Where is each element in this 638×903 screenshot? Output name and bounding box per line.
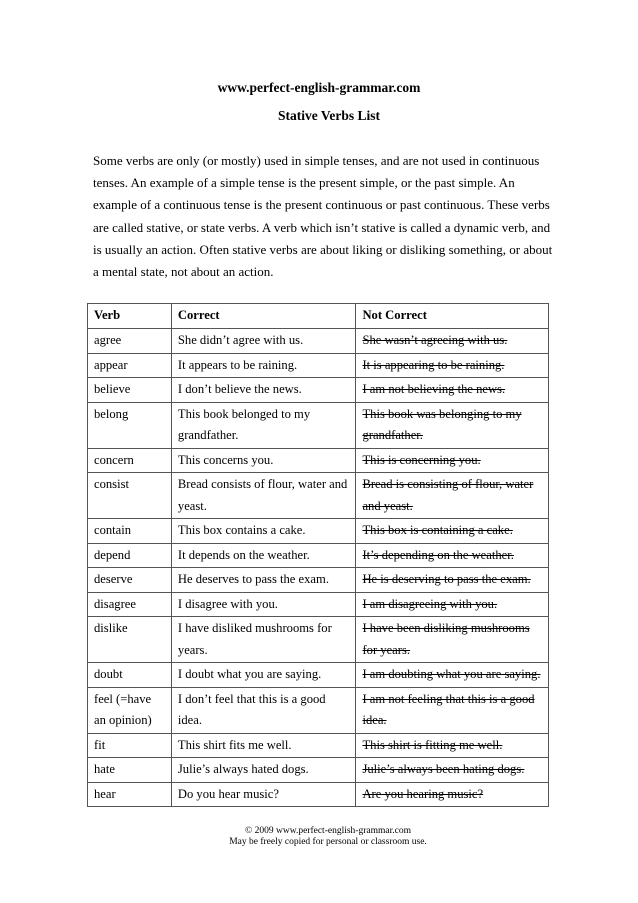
- table-row: [88, 617, 549, 663]
- correct-example-cell: Do you hear music?: [171, 782, 356, 807]
- incorrect-example-cell: [356, 519, 549, 544]
- correct-example-cell: He deserves to pass the exam.: [171, 568, 356, 593]
- incorrect-example-cell: [356, 617, 549, 663]
- verb-cell: disagree: [88, 592, 172, 617]
- verb-cell: contain: [88, 519, 172, 544]
- table-row: [88, 592, 549, 617]
- verb-cell: agree: [88, 329, 172, 354]
- table-header-row: [88, 304, 549, 329]
- struck-example: This book was belonging to my grandfather.: [362, 406, 522, 442]
- correct-example-cell: It appears to be raining.: [171, 353, 356, 378]
- table-row: [88, 402, 549, 448]
- correct-example-cell: This concerns you.: [171, 448, 356, 473]
- incorrect-example-cell: [356, 663, 549, 688]
- verb-cell: deserve: [88, 568, 172, 593]
- correct-example-cell: Julie’s always hated dogs.: [171, 758, 356, 783]
- table-row: [88, 519, 549, 544]
- incorrect-example-cell: [356, 543, 549, 568]
- stative-verbs-table: [87, 303, 549, 807]
- verb-cell: hear: [88, 782, 172, 807]
- table-row: [88, 378, 549, 403]
- struck-example: Bread is consisting of flour, water and yeast.: [362, 477, 534, 513]
- struck-example: It’s depending on the weather.: [362, 547, 514, 562]
- incorrect-example-cell: [356, 592, 549, 617]
- incorrect-example-cell: [356, 758, 549, 783]
- table-row: [88, 758, 549, 783]
- struck-example: I am not believing the news.: [362, 382, 506, 396]
- copyright-notice: © 2009 www.perfect-english-grammar.com: [245, 826, 411, 836]
- verb-cell: fit: [88, 733, 172, 758]
- incorrect-example-cell: [356, 473, 549, 519]
- incorrect-example-cell: [356, 687, 549, 733]
- correct-example-cell: This shirt fits me well.: [171, 733, 356, 758]
- struck-example: This box is containing a cake.: [362, 523, 513, 537]
- struck-example: Julie’s always been hating dogs.: [362, 762, 525, 776]
- incorrect-example-cell: [356, 733, 549, 758]
- usage-notice: May be freely copied for personal or classroom use.: [229, 837, 427, 847]
- incorrect-example-cell: [356, 378, 549, 403]
- correct-example-cell: Bread consists of flour, water and yeast.: [171, 473, 356, 519]
- correct-example-cell: This box contains a cake.: [171, 519, 356, 544]
- correct-example-cell: I have disliked mushrooms for years.: [171, 617, 356, 663]
- incorrect-example-cell: [356, 782, 549, 807]
- struck-example: This is concerning you.: [362, 452, 481, 467]
- column-header-not-correct: Not Correct: [356, 304, 549, 329]
- struck-example: I have been disliking mushrooms for years.: [362, 621, 530, 657]
- struck-example: It is appearing to be raining.: [362, 357, 505, 372]
- incorrect-example-cell: [356, 353, 549, 378]
- intro-paragraph: Some verbs are only (or mostly) used in simple tenses, and are not used in continuous tenses. An example of a simple tense is the present simple, or the past simple. An example of a continuous tense is the present continuous or past continuous. These verbs are called stative, or state verbs. A verb which isn’t stative is called a dynamic verb, and is usually an action. Often stative verbs are about liking or disliking something, or about a mental state, not about an action.: [93, 153, 553, 280]
- verb-cell: belong: [88, 402, 172, 448]
- table-row: [88, 353, 549, 378]
- page-footer: [0, 826, 638, 848]
- struck-example: I am not feeling that this is a good idea.: [362, 691, 535, 727]
- site-url: www.perfect-english-grammar.com: [217, 80, 421, 95]
- verb-cell: hate: [88, 758, 172, 783]
- incorrect-example-cell: [356, 568, 549, 593]
- struck-example: Are you hearing music?: [362, 786, 484, 801]
- table-row: [88, 543, 549, 568]
- verb-cell: feel (=have an opinion): [88, 687, 172, 733]
- verb-cell: depend: [88, 543, 172, 568]
- column-header-correct: Correct: [171, 304, 356, 329]
- table-row: [88, 733, 549, 758]
- verb-cell: dislike: [88, 617, 172, 663]
- incorrect-example-cell: [356, 448, 549, 473]
- struck-example: He is deserving to pass the exam.: [362, 572, 531, 586]
- table-row: [88, 448, 549, 473]
- correct-example-cell: I doubt what you are saying.: [171, 663, 356, 688]
- verb-cell: appear: [88, 353, 172, 378]
- page-title: Stative Verbs List: [277, 108, 380, 123]
- correct-example-cell: This book belonged to my grandfather.: [171, 402, 356, 448]
- table-row: [88, 568, 549, 593]
- column-header-verb: Verb: [88, 304, 172, 329]
- verb-cell: consist: [88, 473, 172, 519]
- struck-example: I am doubting what you are saying.: [362, 667, 541, 681]
- struck-example: This shirt is fitting me well.: [362, 737, 503, 752]
- verb-cell: concern: [88, 448, 172, 473]
- correct-example-cell: She didn’t agree with us.: [171, 329, 356, 354]
- table-row: [88, 782, 549, 807]
- correct-example-cell: I don’t feel that this is a good idea.: [171, 687, 356, 733]
- verb-cell: believe: [88, 378, 172, 403]
- correct-example-cell: I don’t believe the news.: [171, 378, 356, 403]
- table-row: [88, 663, 549, 688]
- correct-example-cell: I disagree with you.: [171, 592, 356, 617]
- verb-cell: doubt: [88, 663, 172, 688]
- table-row: [88, 473, 549, 519]
- struck-example: I am disagreeing with you.: [362, 596, 498, 611]
- table-row: [88, 329, 549, 354]
- incorrect-example-cell: [356, 329, 549, 354]
- correct-example-cell: It depends on the weather.: [171, 543, 356, 568]
- table-row: [88, 687, 549, 733]
- incorrect-example-cell: [356, 402, 549, 448]
- struck-example: She wasn’t agreeing with us.: [362, 333, 508, 347]
